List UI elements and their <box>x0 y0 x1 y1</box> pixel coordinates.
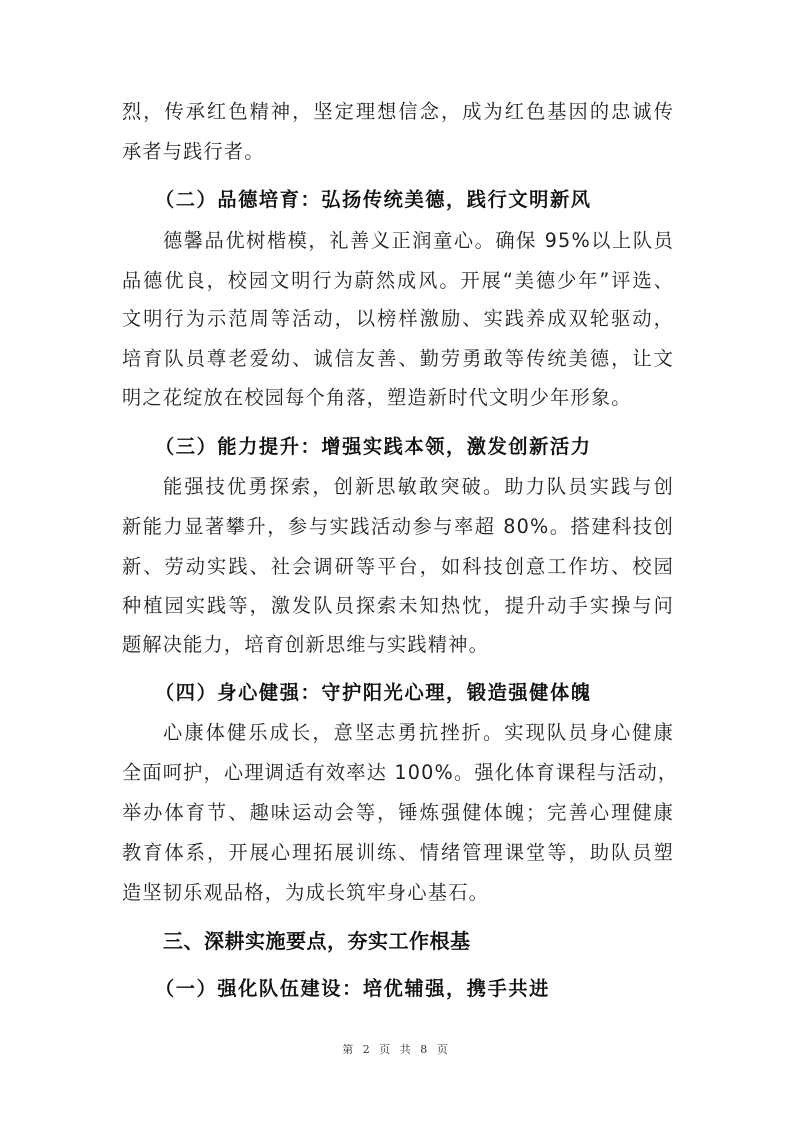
paragraph-line: 承者与践行者。 <box>122 140 265 163</box>
paragraph-line: 烈，传承红色精神，坚定理想信念，成为红色基因的忠诚传 <box>122 100 674 123</box>
paragraph-line: 新、劳动实践、社会调研等平台，如科技创意工作坊、校园 <box>122 555 674 578</box>
paragraph-line: 德馨品优树楷模，礼善义正润童心。确保 95%以上队员 <box>163 229 674 252</box>
paragraph-line: 全面呵护，心理调适有效率达 100%。强化体育课程与活动， <box>122 761 679 784</box>
paragraph-line: 题解决能力，培育创新思维与实践精神。 <box>122 633 489 656</box>
section-heading-3: 三、深耕实施要点，夯实工作根基 <box>163 929 471 953</box>
subsection-heading-3: （三）能力提升：增强实践本领，激发创新活力 <box>155 435 592 458</box>
paragraph-line: 新能力显著攀升，参与实践活动参与率超 80%。搭建科技创 <box>122 515 674 538</box>
paragraph-line: 明之花绽放在校园每个角落，塑造新时代文明少年形象。 <box>122 386 632 409</box>
subsection-heading-3-1: （一）强化队伍建设：培优辅强，携手共进 <box>155 977 550 1000</box>
paragraph-line: 教育体系，开展心理拓展训练、情绪管理课堂等，助队员塑 <box>122 841 674 864</box>
paragraph-line: 造坚韧乐观品格，为成长筑牢身心基石。 <box>122 881 489 904</box>
page-footer: 第 2 页 共 8 页 <box>342 1043 451 1056</box>
paragraph-line: 能强技优勇探索，创新思敏敢突破。助力队员实践与创 <box>163 475 674 498</box>
paragraph-line: 培育队员尊老爱幼、诚信友善、勤劳勇敢等传统美德，让文 <box>122 347 674 370</box>
paragraph-line: 文明行为示范周等活动，以榜样激励、实践养成双轮驱动， <box>122 307 674 330</box>
paragraph-line: 心康体健乐成长，意坚志勇抗挫折。实现队员身心健康 <box>163 721 674 744</box>
paragraph-line: 种植园实践等，激发队员探索未知热忱，提升动手实操与问 <box>122 594 674 617</box>
paragraph-line: 举办体育节、趣味运动会等，锤炼强健体魄；完善心理健康 <box>122 801 674 824</box>
paragraph-line: 品德优良，校园文明行为蔚然成风。开展“美德少年”评选、 <box>122 269 674 292</box>
subsection-heading-2: （二）品德培育：弘扬传统美德，践行文明新风 <box>155 188 592 211</box>
subsection-heading-4: （四）身心健强：守护阳光心理，锻造强健体魄 <box>155 681 592 704</box>
